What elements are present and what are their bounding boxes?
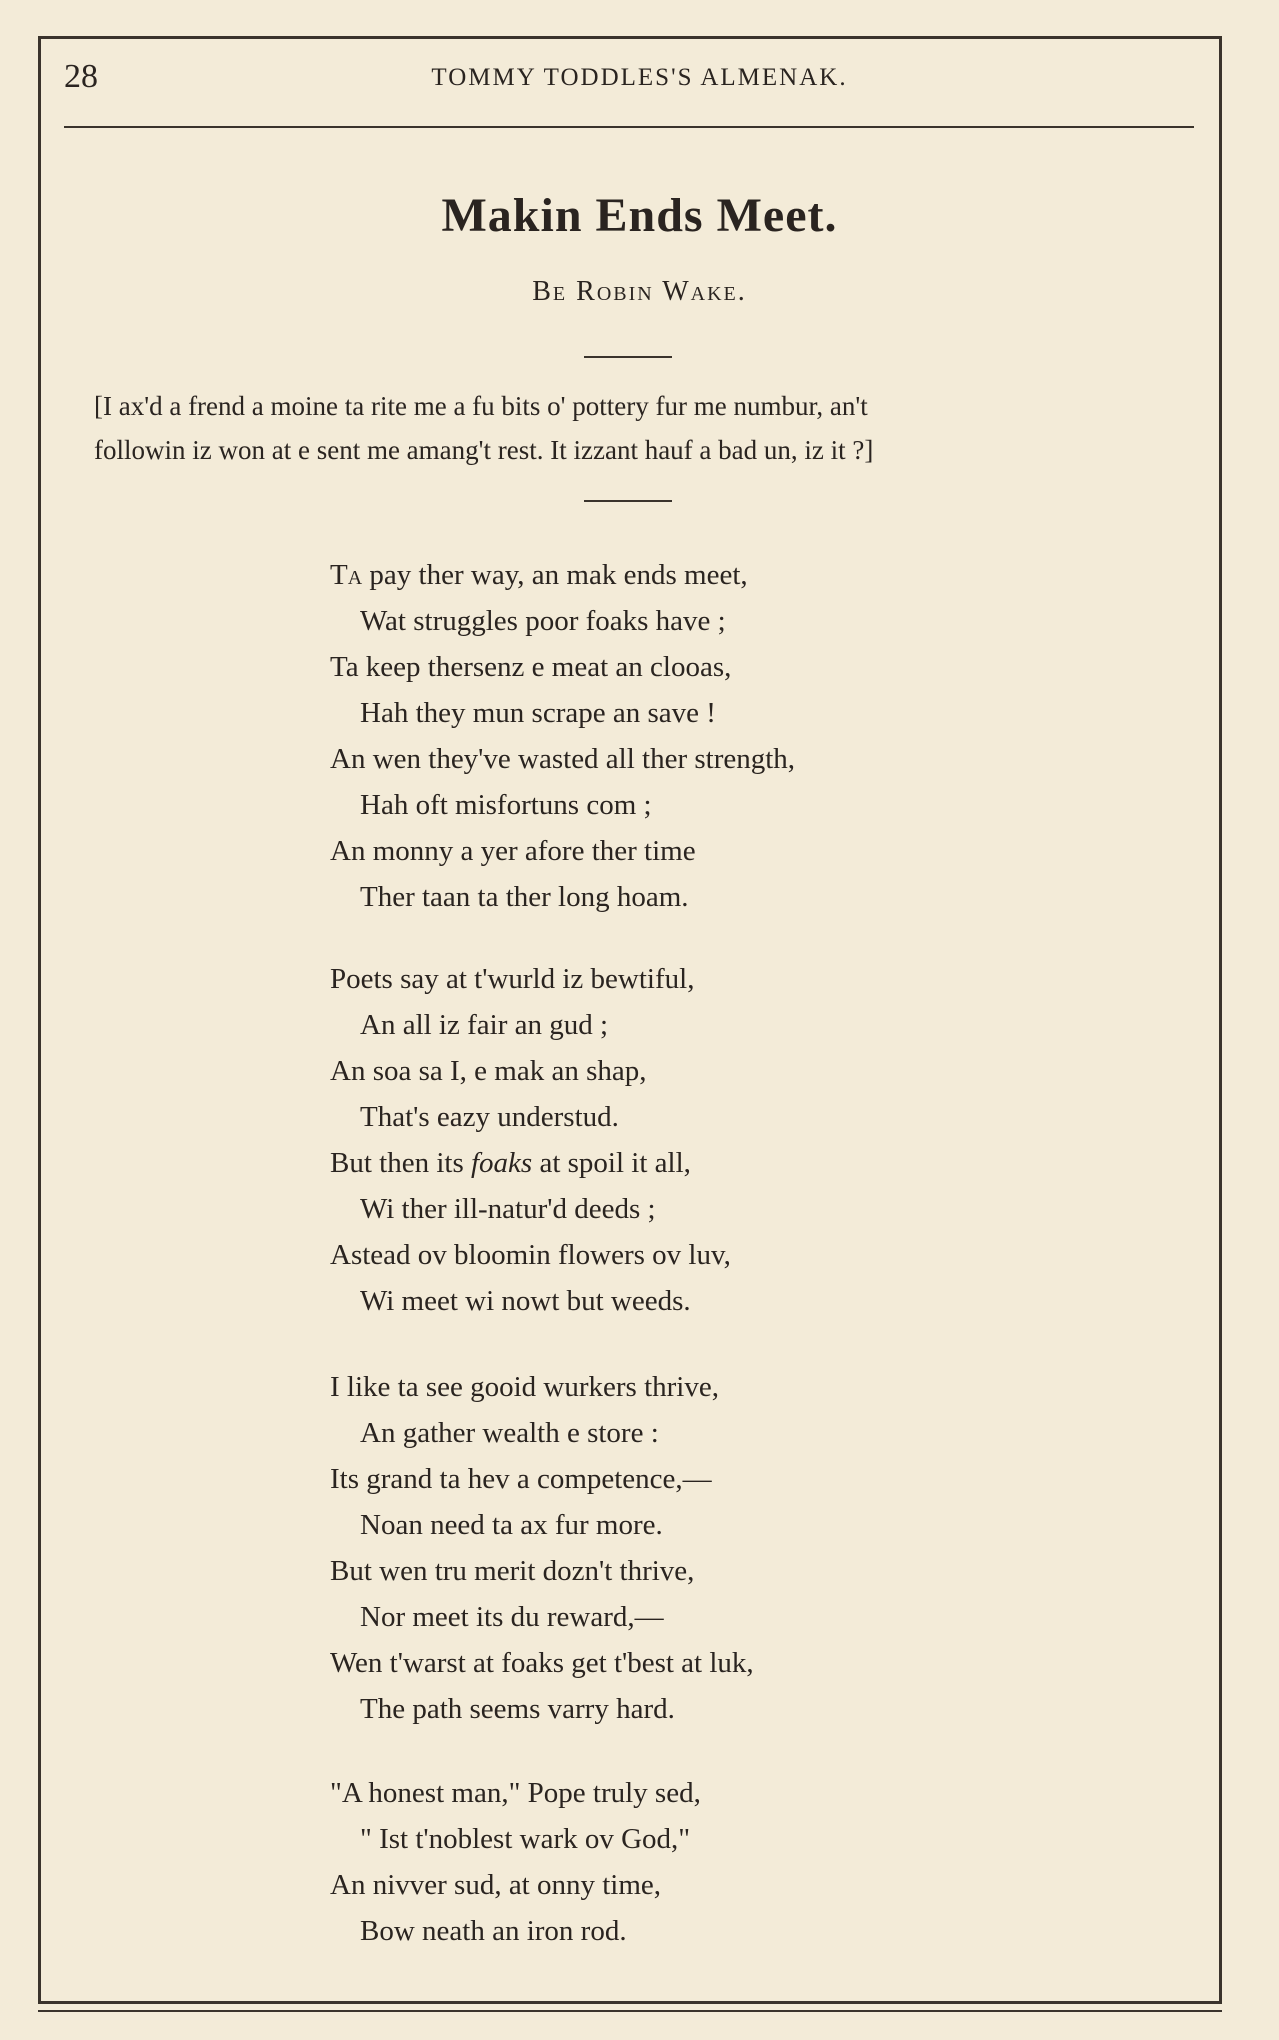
verse-line xyxy=(330,552,1030,598)
verse-line: "A honest man," Pope truly sed, xyxy=(330,1777,701,1809)
divider-rule-bottom xyxy=(584,500,672,502)
verse-initial-word: Ta xyxy=(330,559,363,591)
verse-line: That's eazy understud. xyxy=(360,1101,619,1133)
verse-line: Hah oft misfortuns com ; xyxy=(360,789,652,821)
byline: Be Robin Wake. xyxy=(532,276,747,307)
running-title: TOMMY TODDLES'S ALMENAK. xyxy=(431,64,848,91)
frame-bottom-rule xyxy=(38,2010,1222,2012)
verse-italic-word: foaks xyxy=(470,1147,533,1179)
verse-line: Ther taan ta ther long hoam. xyxy=(360,881,689,913)
verse-line: Ta keep thersenz e meat an clooas, xyxy=(330,651,732,683)
verse-line: An monny a yer afore ther time xyxy=(330,835,696,867)
verse-line: An soa sa I, e mak an shap, xyxy=(330,1055,647,1087)
verse-line: But wen tru merit dozn't thrive, xyxy=(330,1555,695,1587)
verse-line: Wat struggles poor foaks have ; xyxy=(360,605,726,637)
divider-rule-top xyxy=(584,356,672,358)
verse-segment: at spoil it all, xyxy=(532,1147,691,1179)
verse-line: I like ta see gooid wurkers thrive, xyxy=(330,1371,719,1403)
header-rule xyxy=(64,126,1194,128)
stanza-4 xyxy=(330,1770,1030,1954)
verse-line: Wi meet wi nowt but weeds. xyxy=(360,1285,691,1317)
verse-line: Its grand ta hev a competence,— xyxy=(330,1463,712,1495)
verse-line: An nivver sud, at onny time, xyxy=(330,1869,662,1901)
poem-title: Makin Ends Meet. xyxy=(441,189,838,242)
verse-line: The path seems varry hard. xyxy=(360,1693,675,1725)
verse-line-rest: pay ther way, an mak ends meet, xyxy=(362,559,748,591)
verse-line xyxy=(330,1140,1030,1186)
stanza-1 xyxy=(330,552,1030,920)
stanza-2 xyxy=(330,956,1030,1324)
verse-line: Bow neath an iron rod. xyxy=(360,1915,627,1947)
stanza-3 xyxy=(330,1364,1030,1732)
verse-line: Wen t'warst at foaks get t'best at luk, xyxy=(330,1647,754,1679)
verse-line: " Ist t'noblest wark ov God," xyxy=(360,1823,691,1855)
verse-line: An gather wealth e store : xyxy=(360,1417,659,1449)
editor-note-line: followin iz won at e sent me amang't rest. It izzant hauf a bad un, iz it ?] xyxy=(94,435,874,465)
editor-note-line: [I ax'd a frend a moine ta rite me a fu bits o' pottery fur me numbur, an't xyxy=(94,391,868,421)
verse-line: Noan need ta ax fur more. xyxy=(360,1509,663,1541)
verse-line: Poets say at t'wurld iz bewtiful, xyxy=(330,963,695,995)
editor-note xyxy=(94,384,1174,472)
page-number: 28 xyxy=(64,58,98,95)
verse-line: Nor meet its du reward,— xyxy=(360,1601,664,1633)
verse-segment: But then its xyxy=(330,1147,471,1179)
verse-line: An all iz fair an gud ; xyxy=(360,1009,609,1041)
verse-line: Wi ther ill-natur'd deeds ; xyxy=(360,1193,656,1225)
verse-line: An wen they've wasted all ther strength, xyxy=(330,743,796,775)
verse-line: Astead ov bloomin flowers ov luv, xyxy=(330,1239,731,1271)
verse-line: Hah they mun scrape an save ! xyxy=(360,697,716,729)
